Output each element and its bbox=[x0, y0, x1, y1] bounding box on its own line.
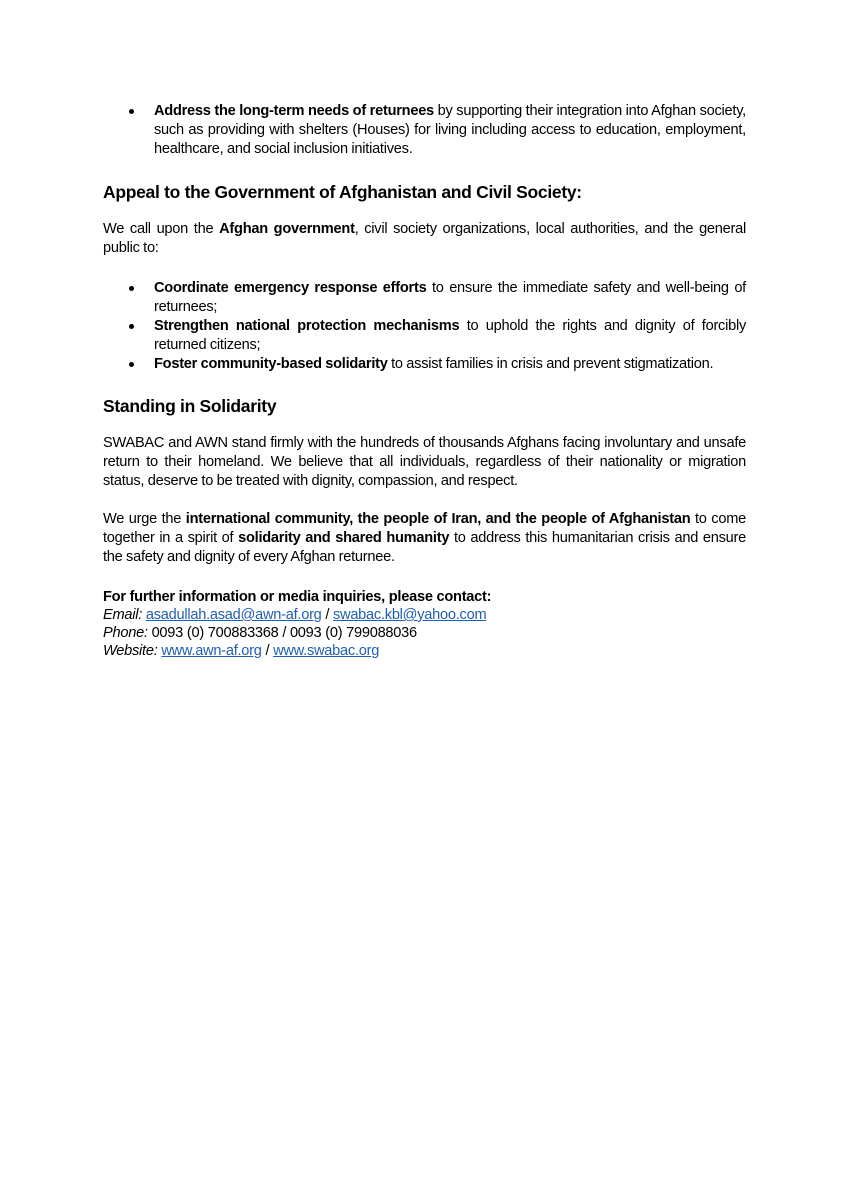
website-link-swabac[interactable]: www.swabac.org bbox=[273, 643, 380, 659]
para2-pre: We urge the bbox=[103, 511, 186, 527]
bullet-text: by supporting their integration into Afghan society, such as providing with shelters (Houses) for living including access to education, employment, healthcare, and social inclusion initiatives. bbox=[154, 103, 746, 157]
bullet-icon bbox=[129, 324, 134, 329]
appeal-heading: Appeal to the Government of Afghanistan and Civil Society: bbox=[103, 182, 582, 202]
bullet-icon bbox=[129, 362, 134, 367]
appeal-intro-pre: We call upon the bbox=[103, 221, 220, 237]
list-item bbox=[103, 355, 746, 374]
email-separator: / bbox=[321, 607, 333, 623]
contact-website-line bbox=[103, 642, 746, 660]
appeal-intro-post: , civil society organizations, local authorities, and the general public to: bbox=[103, 221, 746, 256]
appeal-intro-bold: Afghan government bbox=[219, 221, 355, 237]
contact-heading-text: For further information or media inquiries, please contact: bbox=[103, 589, 492, 605]
contact-phone-line bbox=[103, 624, 746, 642]
contact-block bbox=[103, 588, 746, 660]
document-page bbox=[103, 96, 746, 660]
bullet-bold-text: Foster community-based solidarity bbox=[154, 356, 388, 372]
bullet-bold-text: Coordinate emergency response efforts bbox=[154, 280, 427, 296]
bullet-icon bbox=[129, 286, 134, 291]
bullet-text: to assist families in crisis and prevent stigmatization. bbox=[387, 356, 714, 372]
bullet-text: to ensure the immediate safety and well-being of returnees; bbox=[154, 280, 746, 315]
website-label: Website: bbox=[103, 643, 158, 659]
para2-bold-1: international community, the people of Iran, and the people of Afghanistan bbox=[185, 511, 691, 527]
solidarity-paragraph-2 bbox=[103, 510, 746, 567]
email-label: Email: bbox=[103, 607, 143, 623]
website-link-awn[interactable]: www.awn-af.org bbox=[161, 643, 262, 659]
phone-label: Phone: bbox=[103, 625, 148, 641]
para2-post: to address this humanitarian crisis and ensure the safety and dignity of every Afghan returnee. bbox=[103, 530, 746, 565]
list-item bbox=[103, 279, 746, 317]
list-item bbox=[103, 317, 746, 355]
bullet-bold-text: Address the long-term needs of returnees bbox=[154, 103, 434, 119]
email-link-swabac[interactable]: swabac.kbl@yahoo.com bbox=[332, 607, 487, 623]
solidarity-paragraph-1: SWABAC and AWN stand firmly with the hundreds of thousands Afghans facing involuntary and unsafe return to their homeland. We believe that all individuals, regardless of their nationality or migration status, deserve to be treated with dignity, compassion, and respect. bbox=[103, 435, 746, 489]
bullet-icon bbox=[129, 109, 134, 114]
phone-value: 0093 (0) 700883368 / 0093 (0) 799088036 bbox=[147, 625, 417, 641]
solidarity-heading: Standing in Solidarity bbox=[103, 396, 277, 416]
appeal-intro bbox=[103, 220, 746, 258]
para2-mid: to come together in a spirit of bbox=[103, 511, 746, 546]
bullet-bold-text: Strengthen national protection mechanisms bbox=[154, 318, 460, 334]
appeal-bullet-list bbox=[103, 279, 746, 374]
contact-email-line bbox=[103, 606, 746, 624]
list-item bbox=[103, 102, 746, 159]
top-bullet-list bbox=[103, 102, 746, 159]
bullet-text: to uphold the rights and dignity of forcibly returned citizens; bbox=[154, 318, 746, 353]
website-separator: / bbox=[261, 643, 274, 659]
contact-heading bbox=[103, 588, 746, 606]
para2-bold-2: solidarity and shared humanity bbox=[238, 530, 450, 546]
email-link-awn[interactable]: asadullah.asad@awn-af.org bbox=[145, 607, 322, 623]
